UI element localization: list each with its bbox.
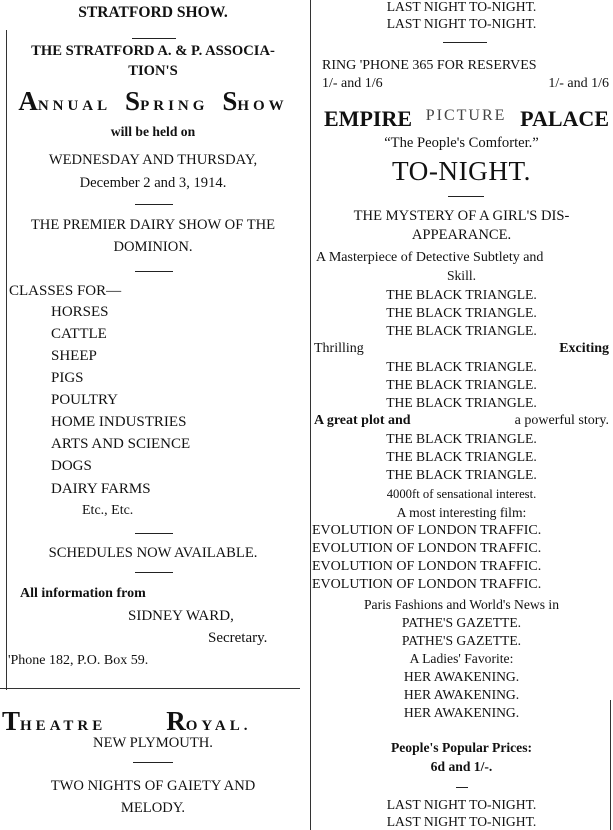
theatre-word: HEATRE — [20, 718, 107, 734]
black-triangle-line: THE BLACK TRIANGLE. — [386, 431, 537, 446]
black-triangle-line: THE BLACK TRIANGLE. — [386, 323, 537, 338]
held-on: will be held on — [110, 124, 196, 139]
title-word-show: HOW — [237, 98, 288, 114]
evolution-line: EVOLUTION OF LONDON TRAFFIC. — [312, 523, 542, 538]
premier-line-1: THE PREMIER DAIRY SHOW OF THE — [30, 217, 276, 233]
name-empire: EMPIRE — [324, 106, 412, 131]
film-length: 4000ft of sensational interest. — [386, 487, 537, 501]
last-night-top-1: LAST NIGHT TO-NIGHT. — [386, 0, 537, 14]
left-column — [0, 0, 306, 830]
masterpiece-line-2: Skill. — [446, 268, 477, 283]
stratford-header: STRATFORD SHOW. — [78, 4, 228, 21]
class-item: HOME INDUSTRIES — [51, 414, 187, 430]
pathe-gazette: PATHE'S GAZETTE. — [401, 633, 522, 648]
ring-phone: RING 'PHONE 365 FOR RESERVES — [322, 58, 537, 73]
right-column — [310, 0, 613, 830]
tonight-heading: TO-NIGHT. — [392, 156, 531, 186]
ladies-favorite: A Ladies' Favorite: — [409, 651, 514, 666]
paris-fashions: Paris Fashions and World's News in — [363, 597, 560, 612]
exciting-text: Exciting — [559, 341, 609, 356]
plot-text: A great plot and — [314, 413, 411, 428]
divider — [448, 196, 484, 197]
black-triangle-line: THE BLACK TRIANGLE. — [386, 359, 537, 374]
classes-header: CLASSES FOR— — [9, 283, 122, 299]
evolution-line: EVOLUTION OF LONDON TRAFFIC. — [312, 577, 542, 592]
interesting-film: A most interesting film: — [396, 505, 527, 520]
theatre-cap-r: R — [166, 706, 186, 736]
section-separator — [0, 688, 300, 689]
nights-line-1: TWO NIGHTS OF GAIETY AND — [50, 778, 256, 794]
title-cap-s2: S — [222, 86, 238, 116]
contact-title: Secretary. — [208, 630, 268, 646]
divider — [133, 762, 173, 763]
her-awakening: HER AWAKENING. — [403, 705, 520, 720]
show-dates: December 2 and 3, 1914. — [79, 175, 227, 191]
class-item: PIGS — [51, 370, 84, 386]
empire-picture-palace-title — [324, 108, 609, 130]
her-awakening: HER AWAKENING. — [403, 669, 520, 684]
class-item: DOGS — [51, 458, 92, 474]
divider — [135, 204, 173, 205]
divider — [135, 271, 173, 272]
annual-spring-show-title — [0, 88, 306, 115]
premier-line-2: DOMINION. — [113, 239, 193, 255]
name-picture: PICTURE — [425, 107, 507, 124]
title-word-annual: NNUAL — [37, 98, 112, 114]
class-item: POULTRY — [51, 392, 118, 408]
class-item: DAIRY FARMS — [51, 481, 151, 497]
class-item: ARTS AND SCIENCE — [51, 436, 191, 452]
classes-etc: Etc., Etc. — [82, 503, 134, 518]
contact-name: SIDNEY WARD, — [128, 608, 234, 624]
prices-title: People's Popular Prices: — [390, 740, 533, 755]
royal-word: OYAL. — [185, 718, 252, 734]
divider — [456, 787, 468, 788]
last-night-bottom-1: LAST NIGHT TO-NIGHT. — [386, 797, 537, 812]
show-days: WEDNESDAY AND THURSDAY, — [48, 152, 258, 168]
masterpiece-line-1: A Masterpiece of Detective Subtlety and — [316, 250, 544, 265]
title-cap-a: A — [18, 86, 38, 116]
black-triangle-line: THE BLACK TRIANGLE. — [386, 305, 537, 320]
right-edge-border — [610, 700, 611, 830]
last-night-bottom-2: LAST NIGHT TO-NIGHT. — [386, 814, 537, 829]
theatre-cap-t: T — [2, 706, 21, 736]
title-word-spring: PRING — [140, 98, 209, 114]
divider — [135, 572, 173, 573]
prices-row — [322, 77, 609, 91]
plot-story-row — [314, 414, 609, 428]
black-triangle-line: THE BLACK TRIANGLE. — [386, 449, 537, 464]
divider — [132, 38, 176, 39]
contact-phone: 'Phone 182, P.O. Box 59. — [8, 653, 149, 668]
association-line-1: THE STRATFORD A. & P. ASSOCIA- — [31, 43, 275, 59]
thrilling-exciting-row — [314, 342, 609, 356]
title-cap-s1: S — [125, 86, 141, 116]
evolution-line: EVOLUTION OF LONDON TRAFFIC. — [312, 559, 542, 574]
last-night-top-2: LAST NIGHT TO-NIGHT. — [386, 16, 537, 31]
class-item: SHEEP — [51, 348, 97, 364]
theatre-location: NEW PLYMOUTH. — [93, 735, 213, 751]
schedules-available: SCHEDULES NOW AVAILABLE. — [48, 545, 258, 561]
theatre-royal-title — [2, 708, 251, 735]
black-triangle-line: THE BLACK TRIANGLE. — [386, 377, 537, 392]
black-triangle-line: THE BLACK TRIANGLE. — [386, 395, 537, 410]
her-awakening: HER AWAKENING. — [403, 687, 520, 702]
nights-line-2: MELODY. — [120, 800, 186, 816]
black-triangle-line: THE BLACK TRIANGLE. — [386, 287, 537, 302]
price-right: 1/- and 1/6 — [548, 76, 609, 91]
mystery-line-2: APPEARANCE. — [411, 227, 512, 243]
class-item: HORSES — [51, 304, 109, 320]
info-from: All information from — [20, 586, 146, 601]
association-line-2: TION'S — [128, 63, 178, 79]
price-left: 1/- and 1/6 — [322, 76, 383, 91]
black-triangle-line: THE BLACK TRIANGLE. — [386, 467, 537, 482]
prices-values: 6d and 1/-. — [430, 759, 493, 774]
tagline: “The People's Comforter.” — [384, 135, 539, 151]
evolution-line: EVOLUTION OF LONDON TRAFFIC. — [312, 541, 542, 556]
divider — [135, 533, 173, 534]
story-text: a powerful story. — [514, 413, 609, 428]
pathe-gazette: PATHE'S GAZETTE. — [401, 615, 522, 630]
mystery-line-1: THE MYSTERY OF A GIRL'S DIS- — [353, 208, 570, 224]
divider — [443, 42, 487, 43]
class-item: CATTLE — [51, 326, 107, 342]
thrilling-text: Thrilling — [314, 341, 364, 356]
name-palace: PALACE — [520, 106, 609, 131]
